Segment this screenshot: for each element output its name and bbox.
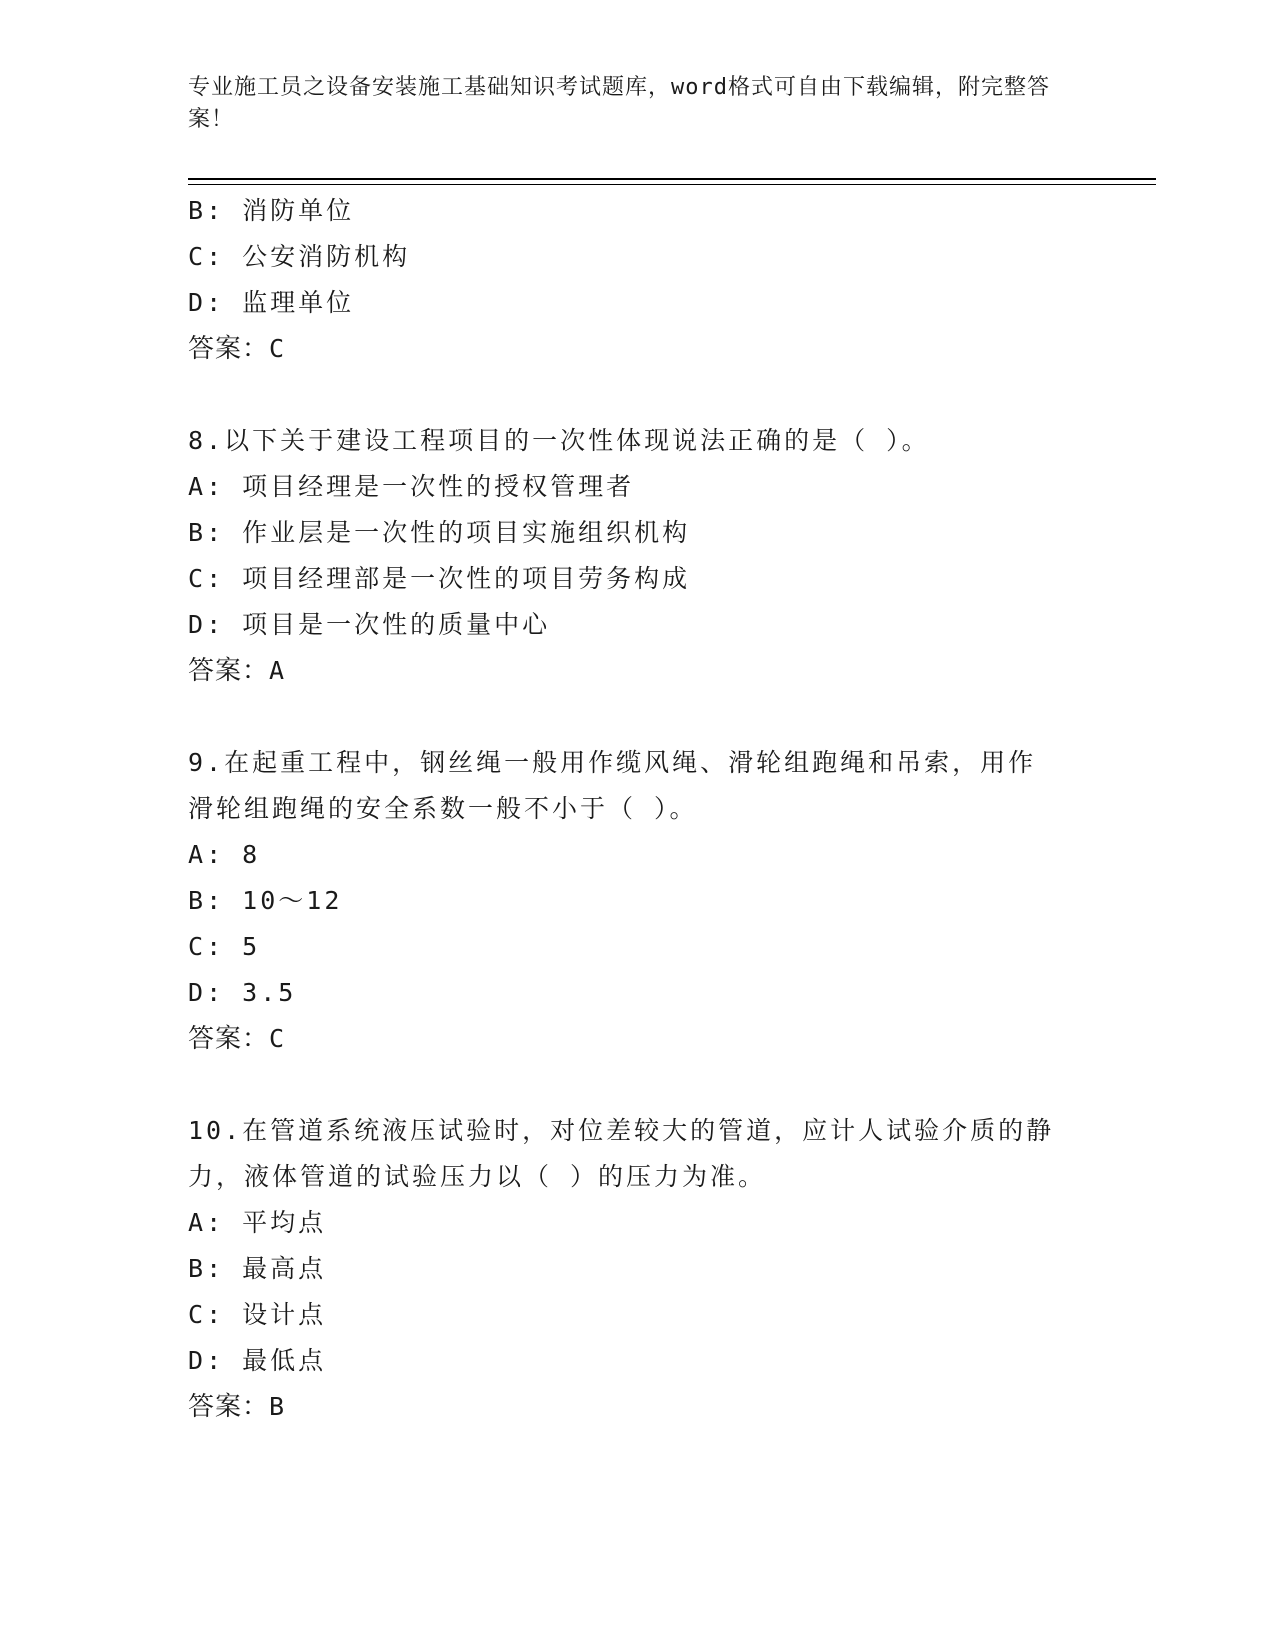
prev-question-block	[188, 188, 1108, 372]
document-header	[188, 72, 1068, 136]
option-text: 平均点	[242, 1208, 327, 1237]
option-text: 消防单位	[242, 196, 355, 225]
header-divider-thick	[188, 178, 1156, 180]
option-d: D: 3.5	[188, 978, 297, 1007]
answer-value: B	[269, 1392, 286, 1421]
option-a: A: 项目经理是一次性的授权管理者	[188, 472, 635, 501]
option-b: B: 作业层是一次性的项目实施组织机构	[188, 518, 691, 547]
option-letter: D	[188, 1346, 207, 1375]
option-letter: A	[188, 1208, 207, 1237]
option-b: B: 消防单位	[188, 196, 355, 225]
option-text: 5	[242, 932, 261, 961]
option-d: D: 监理单位	[188, 288, 355, 317]
option-letter: C	[188, 932, 207, 961]
question-10	[188, 1108, 1108, 1430]
option-a: A: 8	[188, 840, 261, 869]
question-8	[188, 418, 1108, 694]
answer-line	[188, 1016, 1108, 1062]
option-c: C: 设计点	[188, 1300, 327, 1329]
option-c: C: 公安消防机构	[188, 242, 411, 271]
answer-label: 答案：	[188, 1024, 270, 1054]
option-d: D: 最低点	[188, 1346, 327, 1375]
option-letter: D	[188, 978, 207, 1007]
option-text: 项目经理部是一次性的项目劳务构成	[242, 564, 691, 593]
option-text: 最高点	[242, 1254, 327, 1283]
option-letter: D	[188, 288, 207, 317]
question-stem-line-1: 9.在起重工程中，钢丝绳一般用作缆风绳、滑轮组跑绳和吊索，用作	[188, 748, 1037, 777]
answer-line	[188, 1384, 1108, 1430]
answer-line	[188, 648, 1108, 694]
answer-line	[188, 326, 1108, 372]
option-letter: B	[188, 518, 207, 547]
option-letter: B	[188, 1254, 207, 1283]
option-text: 监理单位	[242, 288, 355, 317]
option-b: B: 最高点	[188, 1254, 327, 1283]
option-text: 3.5	[242, 978, 297, 1007]
answer-label: 答案：	[188, 334, 270, 364]
question-stem-line-1: 10.在管道系统液压试验时，对位差较大的管道，应计人试验介质的静	[188, 1116, 1055, 1145]
question-stem-line-2: 滑轮组跑绳的安全系数一般不小于（ ）。	[188, 794, 698, 823]
option-letter: A	[188, 840, 207, 869]
question-9	[188, 740, 1108, 1062]
option-text: 10～12	[242, 886, 343, 915]
option-a: A: 平均点	[188, 1208, 327, 1237]
answer-value: C	[269, 334, 286, 363]
option-letter: A	[188, 472, 207, 501]
option-text: 设计点	[242, 1300, 327, 1329]
answer-label: 答案：	[188, 1392, 270, 1422]
option-letter: B	[188, 886, 207, 915]
option-text: 8	[242, 840, 261, 869]
option-d: D: 项目是一次性的质量中心	[188, 610, 551, 639]
question-stem: 8.以下关于建设工程项目的一次性体现说法正确的是（ ）。	[188, 426, 930, 455]
option-c: C: 5	[188, 932, 261, 961]
option-text: 作业层是一次性的项目实施组织机构	[242, 518, 691, 547]
option-text: 公安消防机构	[242, 242, 411, 271]
option-text: 项目经理是一次性的授权管理者	[242, 472, 635, 501]
option-letter: C	[188, 242, 207, 271]
option-text: 最低点	[242, 1346, 327, 1375]
header-text: 专业施工员之设备安装施工基础知识考试题库，word格式可自由下载编辑，附完整答案！	[188, 75, 1050, 132]
option-b: B: 10～12	[188, 886, 343, 915]
option-text: 项目是一次性的质量中心	[242, 610, 551, 639]
question-list	[188, 188, 1108, 1430]
option-c: C: 项目经理部是一次性的项目劳务构成	[188, 564, 691, 593]
header-divider-thin	[188, 184, 1156, 185]
option-letter: D	[188, 610, 207, 639]
question-stem-line-2: 力，液体管道的试验压力以（ ）的压力为准。	[188, 1162, 767, 1191]
option-letter: C	[188, 564, 207, 593]
answer-value: C	[269, 1024, 286, 1053]
answer-label: 答案：	[188, 656, 270, 686]
option-letter: B	[188, 196, 207, 225]
option-letter: C	[188, 1300, 207, 1329]
answer-value: A	[269, 656, 286, 685]
